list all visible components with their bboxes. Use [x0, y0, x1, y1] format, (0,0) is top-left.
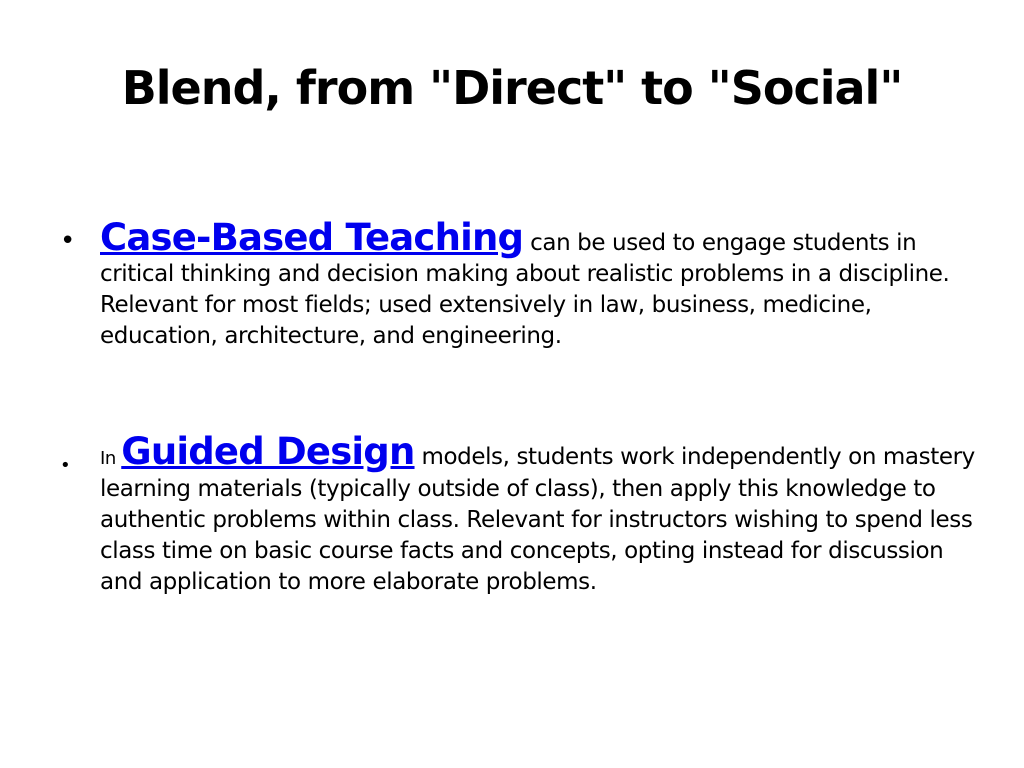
- case-based-teaching-link[interactable]: Case-Based Teaching: [100, 216, 524, 259]
- bullet-icon: •: [60, 226, 75, 256]
- bullet-body: [100, 430, 980, 598]
- bullet-icon: •: [60, 455, 71, 476]
- slide-title: Blend, from "Direct" to "Social": [121, 61, 903, 115]
- bullet-text: models, students work independently on mastery learning materials (typically outside of class), then apply this knowledge to authentic problems within class. Relevant for instructors wishing to spend less class time on basic course facts and concepts, opting instead for discussion and application to more elaborate problems.: [100, 444, 975, 595]
- guided-design-link[interactable]: Guided Design: [121, 430, 415, 473]
- bullet-item-guided-design: [60, 430, 980, 598]
- bullet-text: can be used to engage students in critical thinking and decision making about realistic problems in a discipline. Relevant for most fields; used extensively in law, business, medicine, education, architecture, and engineering.: [100, 230, 950, 349]
- bullet-lead-text: In: [100, 448, 122, 469]
- bullet-item-case-based-teaching: [60, 216, 980, 352]
- bullet-body: [100, 216, 980, 352]
